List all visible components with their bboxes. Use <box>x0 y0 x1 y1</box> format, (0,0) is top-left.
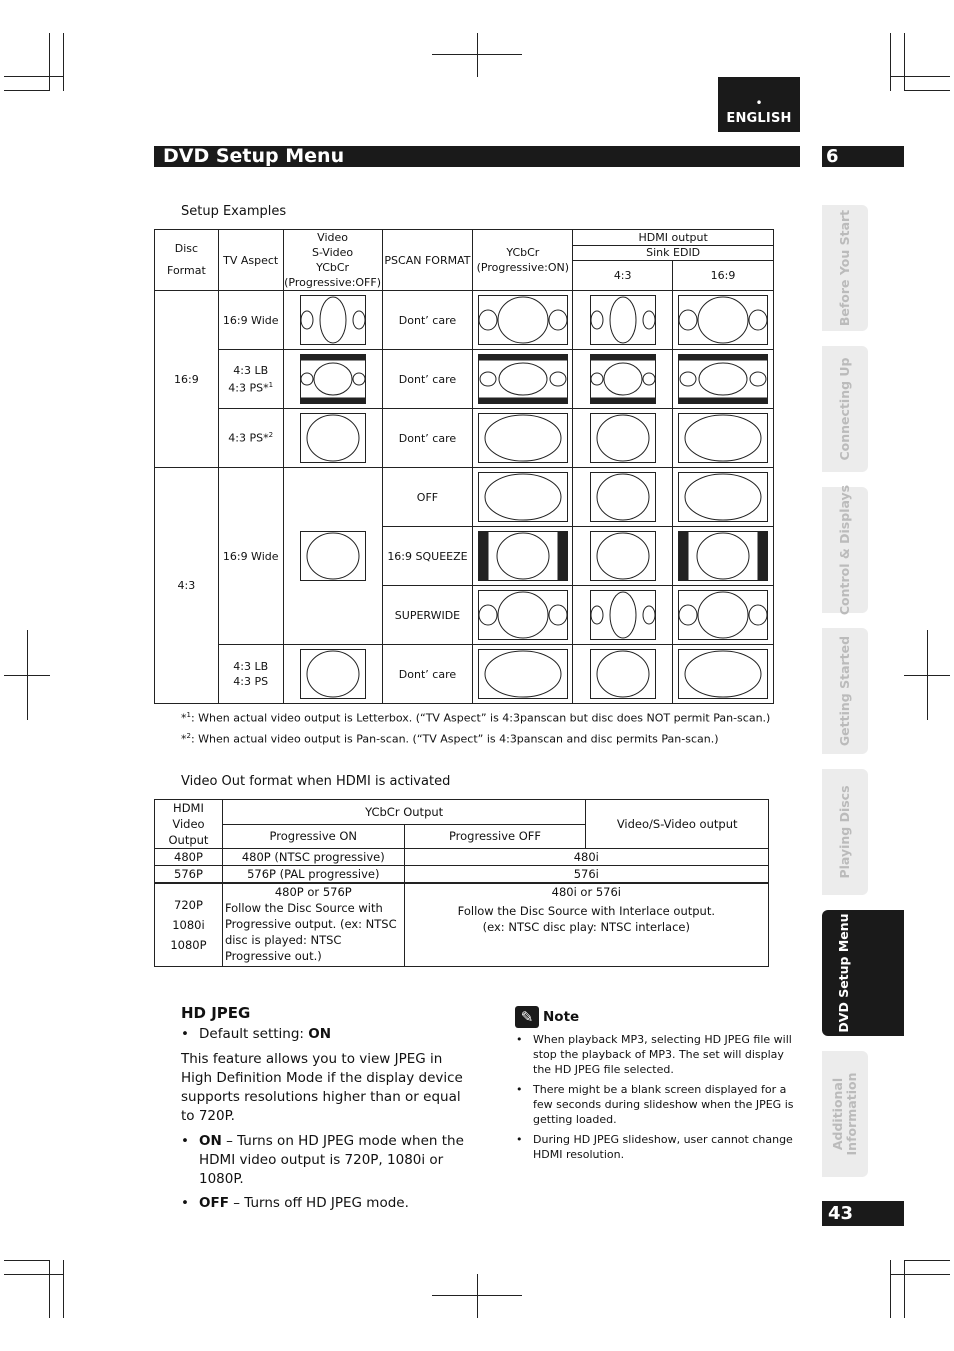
screen-diagram-icon <box>590 413 656 463</box>
screen-diagram-icon <box>300 354 366 404</box>
header-ycbcr-on: YCbCr (Progressive:ON) <box>473 230 573 291</box>
tab-before-you-start[interactable]: Before You Start <box>822 205 868 331</box>
note-heading: Note <box>543 1008 580 1025</box>
screen-diagram-icon <box>300 295 366 345</box>
language-badge <box>718 77 800 132</box>
header-pscan: PSCAN FORMAT <box>382 230 473 291</box>
page-number: 43 <box>822 1201 904 1226</box>
tab-playing-discs[interactable]: Playing Discs <box>822 769 868 895</box>
hd-jpeg-description: This feature allows you to view JPEG in High Definition Mode if the display device supports resolutions higher than or equal to 720P. <box>181 1051 463 1124</box>
screen-diagram-icon <box>678 472 768 522</box>
pscan-cell: SUPERWIDE <box>382 586 473 645</box>
screen-diagram-icon <box>678 531 768 581</box>
progressive-on-cell: 480P (NTSC progressive) <box>222 849 404 866</box>
footnote-2: *$^2$: When actual video output is Pan-scan. (“TV Aspect” is 4:3panscan and disc permits Pan-scan.) <box>181 732 719 746</box>
screen-diagram-icon <box>590 590 656 640</box>
progressive-off-cell: 480i or 576i Follow the Disc Source with Interlace output. (ex: NTSC disc play: NTSC interlace) <box>404 883 768 967</box>
video-out-label: Video Out format when HDMI is activated <box>181 774 451 789</box>
tab-getting-started[interactable]: Getting Started <box>822 628 868 754</box>
screen-diagram-icon <box>590 531 656 581</box>
page-title: DVD Setup Menu <box>154 146 800 167</box>
screen-diagram-icon <box>678 590 768 640</box>
setup-examples-label: Setup Examples <box>181 204 287 219</box>
tv-aspect-cell: 4:3 PS*$^2$ <box>218 409 283 468</box>
note-item: • When playback MP3, selecting HD JPEG file will stop the playback of MP3. The set will display the HD JPEG file selected. <box>515 1032 797 1077</box>
screen-diagram-icon <box>590 472 656 522</box>
default-setting: • Default setting: ON <box>181 1025 471 1044</box>
progressive-on-cell: 576P (PAL progressive) <box>222 866 404 884</box>
progressive-off-cell: 480i <box>404 849 768 866</box>
hd-jpeg-heading: HD JPEG <box>181 1004 251 1022</box>
off-option: • OFF – Turns off HD JPEG mode. <box>181 1194 471 1213</box>
tab-connecting-up[interactable]: Connecting Up <box>822 346 868 472</box>
header-video-svideo: Video/S-Video output <box>586 800 769 849</box>
header-edid-43: 4:3 <box>573 261 673 291</box>
note-item: • During HD JPEG slideshow, user cannot change HDMI resolution. <box>515 1132 797 1162</box>
on-option: • ON – Turns on HD JPEG mode when the HDMI video output is 720P, 1080i or 1080P. <box>181 1132 471 1189</box>
screen-diagram-icon <box>478 295 568 345</box>
video-out-table <box>154 799 769 967</box>
note-item: • There might be a blank screen displayed for a few seconds during slideshow when the JPEG is getting loaded. <box>515 1082 797 1127</box>
resolution-cell: 480P <box>155 849 223 866</box>
header-disc-format: Disc Format <box>155 230 219 291</box>
screen-diagram-icon <box>478 354 568 404</box>
pencil-note-icon: ✎ <box>515 1006 539 1028</box>
header-edid-169: 16:9 <box>673 261 774 291</box>
header-sink-edid: Sink EDID <box>573 245 774 261</box>
header-ycbcr-output: YCbCr Output <box>222 800 585 825</box>
progressive-on-cell: 480P or 576P Follow the Disc Source with Progressive output. (ex: NTSC disc is played: NTSC Progressive out.) <box>222 883 404 967</box>
pscan-cell: OFF <box>382 468 473 527</box>
screen-diagram-icon <box>678 354 768 404</box>
header-video: Video S-Video YCbCr (Progressive:OFF) <box>284 231 382 289</box>
screen-diagram-icon <box>478 590 568 640</box>
pscan-cell: Dont’ care <box>382 645 473 704</box>
tv-aspect-cell: 4:3 LB 4:3 PS*$^1$ <box>218 350 283 409</box>
header-hdmi-output: HDMI output <box>573 230 774 246</box>
screen-diagram-icon <box>590 295 656 345</box>
tab-control-displays[interactable]: Control & Displays <box>822 487 868 613</box>
header-progressive-on: Progressive ON <box>222 824 404 849</box>
tv-aspect-cell: 16:9 Wide <box>218 468 283 645</box>
screen-diagram-icon <box>678 295 768 345</box>
pscan-cell: Dont’ care <box>382 350 473 409</box>
screen-diagram-icon <box>478 649 568 699</box>
screen-diagram-icon <box>478 472 568 522</box>
note-section <box>515 1006 797 1167</box>
pscan-cell: Dont’ care <box>382 291 473 350</box>
resolution-cell: 720P 1080i 1080P <box>155 883 223 967</box>
screen-diagram-icon <box>478 531 568 581</box>
tv-aspect-cell: 16:9 Wide <box>218 291 283 350</box>
tv-aspect-cell: 4:3 LB 4:3 PS <box>218 645 283 704</box>
header-tv-aspect: TV Aspect <box>218 230 283 291</box>
bullet-dot-icon: • <box>755 96 763 110</box>
screen-diagram-icon <box>678 413 768 463</box>
chapter-number: 6 <box>822 146 904 167</box>
header-progressive-off: Progressive OFF <box>404 824 586 849</box>
screen-diagram-icon <box>590 354 656 404</box>
screen-diagram-icon <box>300 413 366 463</box>
screen-diagram-icon <box>478 413 568 463</box>
setup-examples-table <box>154 229 774 704</box>
screen-diagram-icon <box>590 649 656 699</box>
progressive-off-cell: 576i <box>404 866 768 884</box>
screen-diagram-icon <box>678 649 768 699</box>
header-hdmi-video-output: HDMI Video Output <box>155 800 223 849</box>
screen-diagram-icon <box>300 649 366 699</box>
pscan-cell: Dont’ care <box>382 409 473 468</box>
resolution-cell: 576P <box>155 866 223 884</box>
tab-dvd-setup-menu[interactable]: DVD Setup Menu <box>822 910 904 1036</box>
screen-diagram-icon <box>300 531 366 581</box>
pscan-cell: 16:9 SQUEEZE <box>382 527 473 586</box>
language-label: ENGLISH <box>726 111 792 126</box>
hd-jpeg-section <box>181 1004 471 1213</box>
footnote-1: *$^1$: When actual video output is Letterbox. (“TV Aspect” is 4:3panscan but disc does NOT permit Pan-scan.) <box>181 711 771 725</box>
disc-format-43: 4:3 <box>155 468 219 704</box>
tab-additional-information[interactable]: Additional Information <box>822 1051 868 1177</box>
disc-format-169: 16:9 <box>155 291 219 468</box>
